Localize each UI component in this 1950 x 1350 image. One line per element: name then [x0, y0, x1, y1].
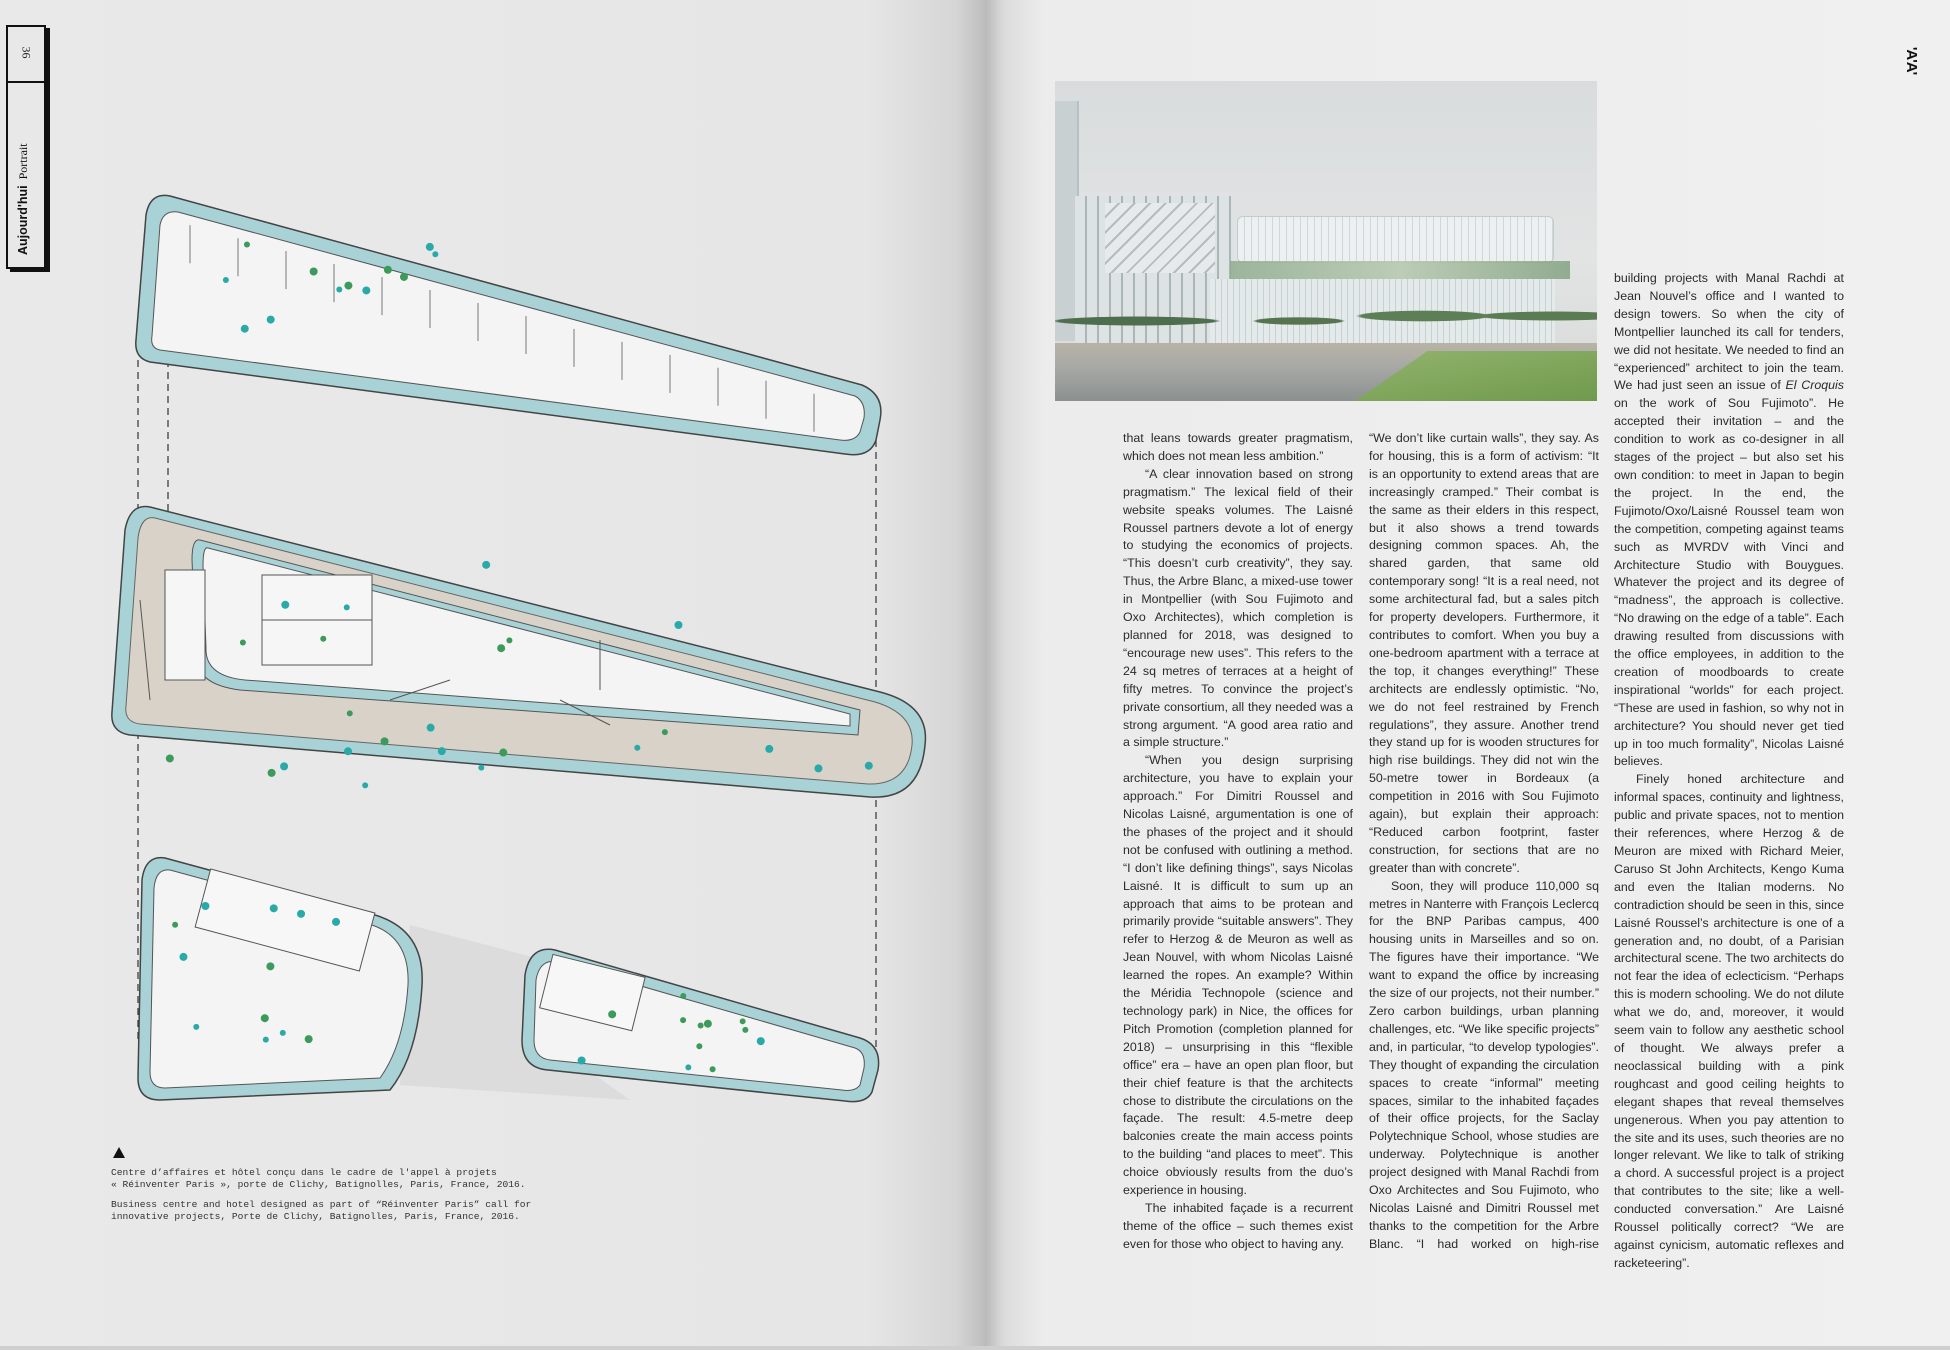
- paragraph: “When you design surprising architecture, you have to explain your approach.” For Dimitri Roussel and Nicolas Laisné, argumentation is one of the phases of the project and it should not be confused with outlining a method. “I don’t like defining things”, says Nicolas Laisné. It is difficult to sum up an approach that aims to be protean and primarily provide “suitable answers”. They refer to Herzog & de Meuron as well as Jean Nouvel, with whom Nicolas Laisné learned the ropes. An example? Within the Méridia Technopole (science and technology park) in Nice, the offices for Pitch Promotion (completion planned for 2018) – unsurprising in this “flexible office” era – have an open plan floor, but their chief feature is that the architects chose to distribute the circulations on the façade. The result: 4.5-metre deep balconies create the main access points to the building “and places to meet”. This choice obviously results from the duo’s experience in housing.: [1123, 753, 1353, 1198]
- person-icon: [426, 243, 434, 251]
- article-column-1: [1123, 430, 1353, 1254]
- plant-icon: [381, 737, 389, 745]
- person-icon: [674, 621, 682, 629]
- plant-icon: [240, 639, 246, 645]
- figure-caption: [111, 1147, 531, 1231]
- person-icon: [270, 904, 278, 912]
- person-icon: [478, 765, 484, 771]
- person-icon: [634, 745, 640, 751]
- article-column-2: [1369, 430, 1599, 1254]
- plant-icon: [266, 962, 274, 970]
- plant-icon: [506, 637, 512, 643]
- paragraph: “A clear innovation based on strong pragmatism.” The lexical field of their website speaks volumes. The Laisné Roussel partners devote a lot of energy to studying the economics of projects. “This doesn’t curb creativity”, they say. Thus, the Arbre Blanc, a mixed-use tower in Montpellier (with Sou Fujimoto and Oxo Architectes), which completion is planned for 2018, was designed to “encourage new uses”. This refers to the 24 sq metres of terraces at a height of fifty metres. To convince the project’s private consortium, all they needed was a strong argument. “A good area ratio and a simple structure.”: [1123, 466, 1353, 750]
- plant-icon: [400, 273, 408, 281]
- person-icon: [438, 747, 446, 755]
- plant-icon: [320, 636, 326, 642]
- person-icon: [332, 918, 340, 926]
- magazine-logo: 'A'A': [1903, 46, 1921, 75]
- person-icon: [814, 764, 822, 772]
- caption-english: [111, 1199, 531, 1223]
- person-icon: [193, 1024, 199, 1030]
- publication-title: El Croquis: [1785, 378, 1845, 393]
- person-icon: [427, 724, 435, 732]
- section-name: Portrait: [16, 143, 30, 180]
- plant-icon: [347, 710, 353, 716]
- plant-icon: [662, 729, 668, 735]
- person-icon: [765, 745, 773, 753]
- person-icon: [865, 762, 873, 770]
- plant-icon: [608, 1010, 616, 1018]
- plant-icon: [742, 1027, 748, 1033]
- person-icon: [578, 1056, 586, 1064]
- caption-fr-line2: « Réinventer Paris », porte de Clichy, Batignolles, Paris, France, 2016.: [111, 1179, 526, 1190]
- paragraph: “We don’t like curtain walls”, they say. As for housing, this is a form of activism: “It is an opportunity to extend areas that are increasingly cramped.” Their combat is the same as their elders in this respect, but it also shows a trend towards designing common spaces. Ah, the shared garden, that same old contemporary song! “It is a real need, not some architectural fad, but a sales pitch for property developers. Furthermore, it contributes to comfort. When you buy a one-bedroom apartment with a terrace at the top, it changes everything!” These architects are endlessly optimistic. “No, we do not feel restrained by French regulations”, they assure. Another trend they stand up for is wooden structures for high rise buildings. They did not win the 50-metre tower in Bordeaux (a competition in 2016 with Sou Fujimoto again), but explain their approach: “Reduced carbon footprint, faster construction, for sections that are no greater than with concrete”.: [1369, 431, 1599, 875]
- floor-plans-drawing: [0, 0, 985, 1140]
- plant-icon: [166, 754, 174, 762]
- magazine-name: Aujourd'hui: [16, 185, 30, 255]
- caption-french: [111, 1167, 531, 1191]
- plant-icon: [696, 1043, 702, 1049]
- plant-icon: [172, 922, 178, 928]
- person-icon: [336, 287, 342, 293]
- plant-icon: [698, 1023, 704, 1029]
- person-icon: [280, 762, 288, 770]
- plant-icon: [704, 1020, 712, 1028]
- paragraph: that leans towards greater pragmatism, which does not mean less ambition.”: [1123, 431, 1353, 463]
- person-icon: [281, 601, 289, 609]
- article-column-3: [1614, 270, 1844, 1273]
- text-run: building projects with Manal Rachdi at Jean Nouvel’s office and I wanted to design towers. So when the city of Montpellier launched its call for tenders, we did not hesitate. We needed to find an “experienced” architect to join the team. We had just seen an issue of: [1614, 271, 1844, 393]
- paragraph: Finely honed architecture and informal spaces, continuity and lightness, public and private spaces, not to mention their references, where Herzog & de Meuron are mixed with Richard Meier, Caruso St John Architects, Kengo Kuma and even the Italian moderns. No contradiction should be seen in this, since Laisné Roussel’s architecture is one of a generation and, no doubt, of a Parisian architectural scene. The two architects do not fear the idea of eclecticism. “Perhaps this is modern schooling. We do not dilute what we do, and, moreover, it would seem vain to follow any aesthetic school of thought. We always prefer a neoclassical building with a pink roughcast and good ceiling heights to elegant shapes that reveal themselves ungenerous. When you pay attention to the site and its uses, such theories are no longer relevant. We like to talk of striking a chord. A successful project is a project that contributes to the site; like a well-conducted conversation.” Are Laisné Roussel politically correct? “We are against cynicism, automatic reflexes and racketeering”.: [1614, 772, 1844, 1270]
- person-icon: [263, 1037, 269, 1043]
- plant-icon: [310, 268, 318, 276]
- person-icon: [223, 277, 229, 283]
- person-icon: [280, 1030, 286, 1036]
- person-icon: [344, 747, 352, 755]
- person-icon: [482, 561, 490, 569]
- plant-icon: [244, 242, 250, 248]
- person-icon: [297, 910, 305, 918]
- caption-en-line2: innovative projects, Porte de Clichy, Batignolles, Paris, France, 2016.: [111, 1211, 520, 1222]
- person-icon: [241, 325, 249, 333]
- person-icon: [179, 953, 187, 961]
- person-icon: [267, 316, 275, 324]
- person-icon: [432, 251, 438, 257]
- person-icon: [685, 1064, 691, 1070]
- plant-icon: [344, 282, 352, 290]
- plant-icon: [305, 1035, 313, 1043]
- person-icon: [362, 286, 370, 294]
- middle-floor-plan: [112, 506, 926, 797]
- caption-fr-line1: Centre d’affaires et hôtel conçu dans le cadre de l'appel à projets: [111, 1167, 497, 1178]
- person-icon: [344, 604, 350, 610]
- person-icon: [757, 1037, 765, 1045]
- paragraph: Soon, they will produce 110,000 sq metres in Nanterre with François Leclercq for the BNP Paribas campus, 400 housing units in Marseilles and so on. The figures have their importance. “We want to expand the office by increasing the size of our projects, not their number.” Zero carbon buildings, urban planning challenges, etc. “We like specific projects” and, in particular, “to develop typologies”. They thought of expanding the circulation spaces to create “informal” meeting spaces, similar to the inhabited façades of their office projects, for the Saclay Polytechnique School, whose studies are underway. Polytechnique is another project designed with Manal Rachdi from Oxo Architectes and Sou Fujimoto, who Nicolas Laisné and Dimitri Roussel met thanks to the competition for the Arbre Blanc. “I had worked on high-rise: [1369, 878, 1599, 1251]
- triangle-marker-icon: [113, 1147, 125, 1158]
- plant-icon: [710, 1066, 716, 1072]
- upper-floor-plan: [136, 195, 881, 454]
- ground-floor-plan: [138, 858, 879, 1102]
- plant-icon: [499, 749, 507, 757]
- plant-icon: [384, 266, 392, 274]
- page-number: 36: [19, 46, 34, 59]
- text-run: on the work of Sou Fujimoto”. He accepted their invitation – and the condition to work as co-designer in all stages of the project – but also set his own condition: to meet in Japan to begin the project. In the end, the Fujimoto/Oxo/Laisné Roussel team won the competition, competing against teams such as MVRDV with Vinci and Architecture Studio with Bouygues. Whatever the project and its degree of “madness”, the approach is collective. “No drawing on the edge of a table”. Each drawing resulted from discussions with the office employees, in addition to the creation of moodboards to create inspirational “worlds” for each project. “These are used in fashion, so why not in architecture? You should never get tied up in too much formality”, Nicolas Laisné believes.: [1614, 396, 1844, 769]
- plant-icon: [268, 769, 276, 777]
- caption-en-line1: Business centre and hotel designed as part of “Réinventer Paris” call for: [111, 1199, 532, 1210]
- plant-icon: [680, 1017, 686, 1023]
- plant-icon: [740, 1018, 746, 1024]
- paragraph: [1614, 270, 1844, 771]
- plant-icon: [497, 644, 505, 652]
- plant-icon: [680, 993, 686, 999]
- person-icon: [362, 782, 368, 788]
- plant-icon: [261, 1014, 269, 1022]
- paragraph: The inhabited façade is a recurrent theme of the office – such themes exist even for those who object to having any.: [1123, 1200, 1353, 1251]
- building-rendering-photo: [1055, 81, 1597, 401]
- person-icon: [201, 902, 209, 910]
